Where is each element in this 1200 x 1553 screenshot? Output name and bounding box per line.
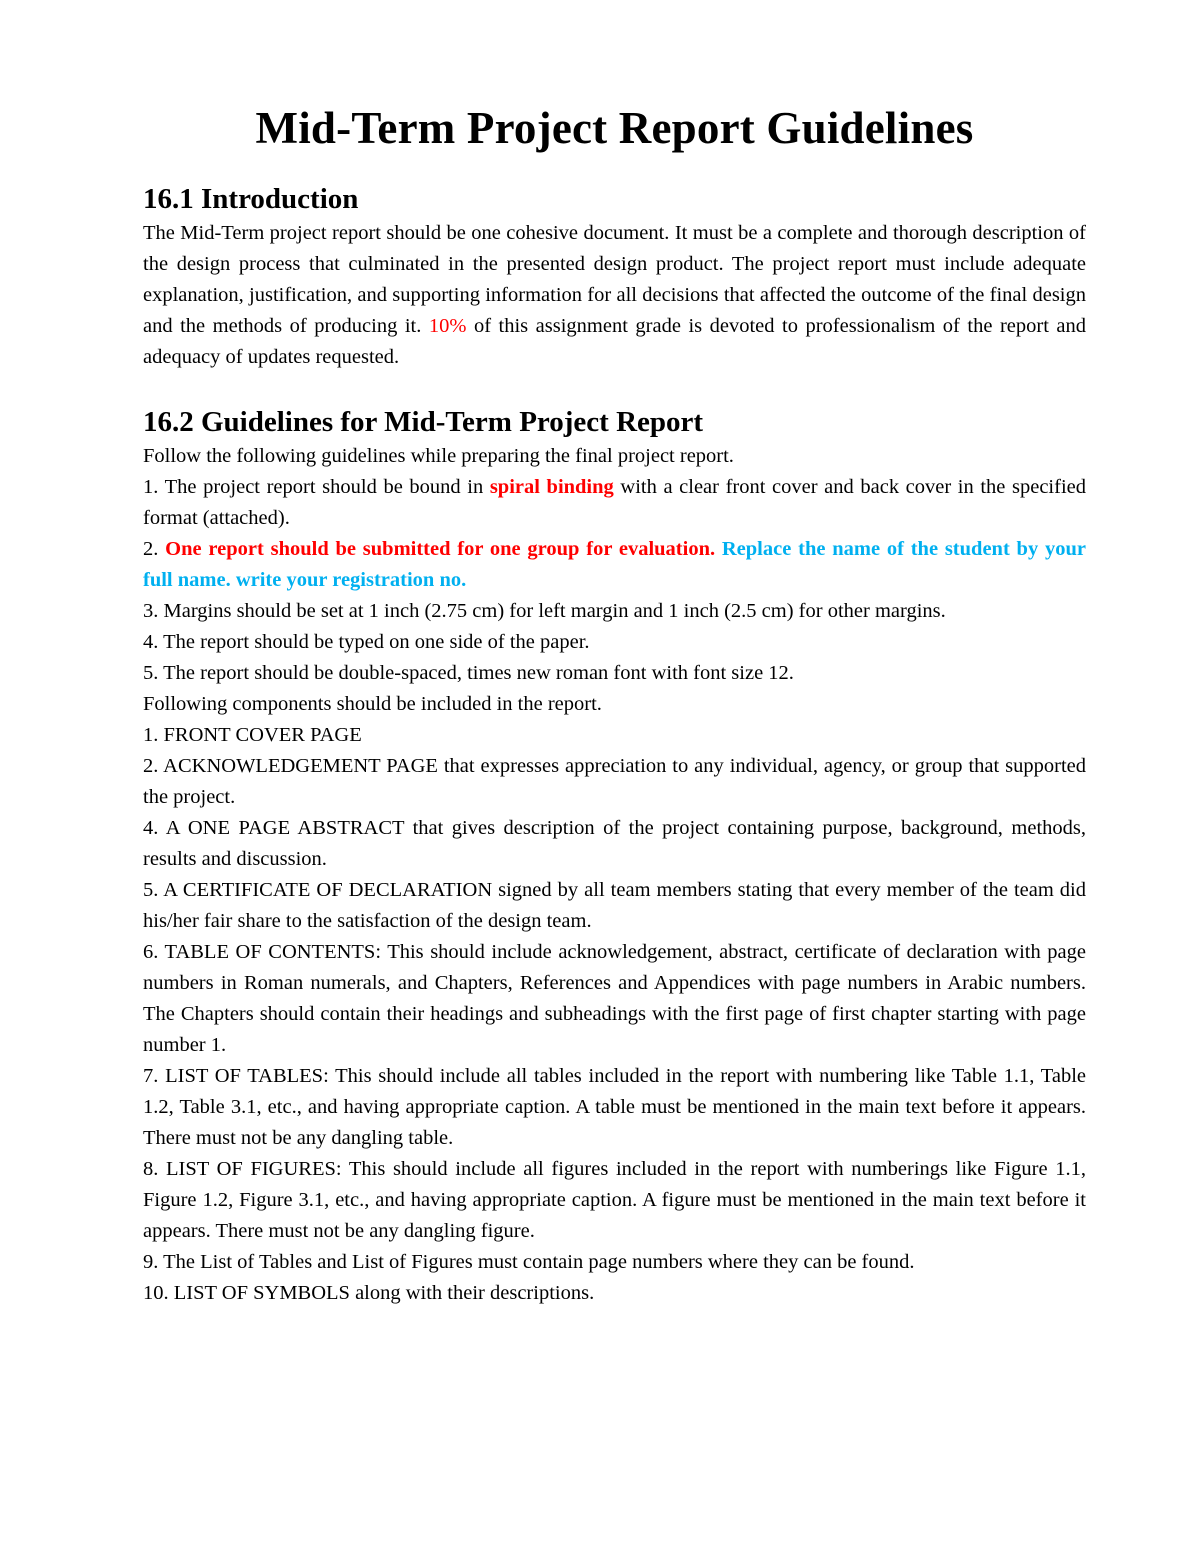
introduction-text-b: of this assignment grade is devoted to professionalism of the report and adequacy of updates requested. <box>143 315 1086 368</box>
section-heading-guidelines: 16.2 Guidelines for Mid-Term Project Report <box>143 406 704 438</box>
spiral-binding-highlight: spiral binding <box>489 476 614 498</box>
guideline-item-5: 5. The report should be double-spaced, times new roman font with font size 12. <box>143 662 794 684</box>
introduction-paragraph <box>143 218 1086 373</box>
component-item: 8. LIST OF FIGURES: This should include all figures included in the report with numberings like Figure 1.1, Figure 1.2, Figure 3.1, etc., and having appropriate caption. A figure must be mentioned in the main text before it appears. There must not be any dangling figure. <box>143 1158 1086 1242</box>
components-intro: Following components should be included in the report. <box>143 693 602 715</box>
component-item: 5. A CERTIFICATE OF DECLARATION signed by all team members stating that every member of the team did his/her fair share to the satisfaction of the design team. <box>143 879 1086 932</box>
guideline-item-4: 4. The report should be typed on one side of the paper. <box>143 631 590 653</box>
component-item: 10. LIST OF SYMBOLS along with their descriptions. <box>143 1282 595 1304</box>
component-item: 4. A ONE PAGE ABSTRACT that gives description of the project containing purpose, background, methods, results and discussion. <box>143 817 1086 870</box>
percentage-highlight: 10% <box>428 315 467 337</box>
section-heading-introduction: 16.1 Introduction <box>143 183 359 215</box>
document-page <box>143 96 1086 1309</box>
guideline-item-1-text-b: with a clear front cover and back cover in the specified format (attached). <box>143 476 1086 529</box>
component-item: 1. FRONT COVER PAGE <box>143 724 362 746</box>
component-item: 2. ACKNOWLEDGEMENT PAGE that expresses appreciation to any individual, agency, or group that supported the project. <box>143 755 1086 808</box>
page-title: Mid-Term Project Report Guidelines <box>255 103 974 153</box>
component-item: 7. LIST OF TABLES: This should include all tables included in the report with numbering like Table 1.1, Table 1.2, Table 3.1, etc., and having appropriate caption. A table must be mentioned in the main text before it appears. There must not be any dangling table. <box>143 1065 1086 1149</box>
guideline-item-1-text-a: 1. The project report should be bound in <box>143 476 490 498</box>
guideline-item-2-number: 2. <box>143 538 166 560</box>
introduction-text-a: The Mid-Term project report should be one cohesive document. It must be a complete and thorough description of the design process that culminated in the presented design product. The project report must include adequate explanation, justification, and supporting information for all decisions that affected the outcome of the final design and the methods of producing it. <box>143 222 1086 337</box>
guidelines-intro: Follow the following guidelines while preparing the final project report. <box>143 445 734 467</box>
group-submission-highlight: One report should be submitted for one group for evaluation. <box>165 538 716 560</box>
component-item: 6. TABLE OF CONTENTS: This should include acknowledgement, abstract, certificate of declaration with page numbers in Roman numerals, and Chapters, References and Appendices with page numbers in Arabic numbers. The Chapters should contain their headings and subheadings with the first page of first chapter starting with page number 1. <box>143 941 1086 1056</box>
guideline-item-3: 3. Margins should be set at 1 inch (2.75 cm) for left margin and 1 inch (2.5 cm) for other margins. <box>143 600 946 622</box>
guideline-item-2 <box>143 534 1086 596</box>
student-name-highlight: Replace the name of the student by your full name. write your registration no. <box>143 538 1086 591</box>
guideline-item-1 <box>143 472 1086 534</box>
component-item: 9. The List of Tables and List of Figures must contain page numbers where they can be found. <box>143 1251 915 1273</box>
